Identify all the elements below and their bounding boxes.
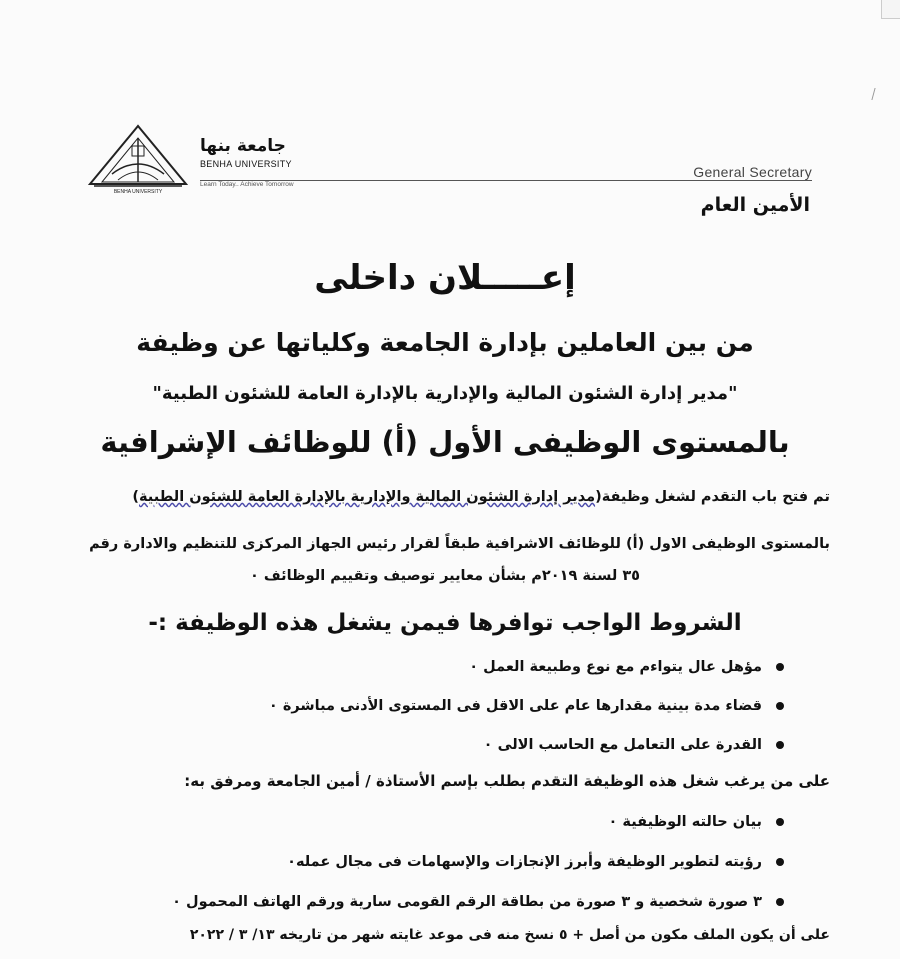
bullet-icon — [776, 898, 784, 906]
university-name-ar: جامعة بنها — [200, 136, 286, 156]
list-item: القدرة على التعامل مع الحاسب الالى ٠ — [60, 735, 784, 755]
list-item: ٣ صورة شخصية و ٣ صورة من بطاقة الرقم القومى سارية ورقم الهاتف المحمول ٠ — [60, 892, 784, 912]
bullet-icon — [776, 702, 784, 710]
application-instructions: على من يرغب شغل هذه الوظيفة التقدم بطلب بإسم الأستاذة / أمين الجامعة ومرفق به: — [184, 772, 830, 790]
decree-paragraph-end: ٣٥ لسنة ٢٠١٩م بشأن معايير توصيف وتقييم الوظائف ٠ — [249, 568, 641, 584]
conditions-heading: الشروط الواجب توافرها فيمن يشغل هذه الوظيفة :- — [148, 610, 742, 636]
svg-text:BENHA UNIVERSITY: BENHA UNIVERSITY — [113, 189, 163, 194]
opening-prefix: تم فتح باب التقدم لشغل وظيفة( — [595, 489, 830, 505]
list-item: رؤيته لتطوير الوظيفة وأبرز الإنجازات والإسهامات فى مجال عمله٠ — [60, 852, 784, 872]
job-level: بالمستوى الوظيفى الأول (أ) للوظائف الإشرافية — [100, 425, 790, 459]
department-ar: الأمين العام — [700, 194, 810, 216]
bullet-icon — [776, 741, 784, 749]
list-item: مؤهل عال يتواءم مع نوع وطبيعة العمل ٠ — [60, 657, 784, 677]
bullet-icon — [776, 663, 784, 671]
logo-caption — [114, 189, 163, 194]
university-name-block — [200, 136, 320, 196]
bullet-icon — [776, 818, 784, 826]
opening-suffix: ) — [132, 489, 139, 505]
attachments-list — [60, 812, 784, 932]
bullet-icon — [776, 858, 784, 866]
list-item: بيان حالته الوظيفية ٠ — [60, 812, 784, 832]
job-title-quote: "مدير إدارة الشئون المالية والإدارية بالإدارة العامة للشئون الطبية" — [152, 383, 738, 404]
opening-paragraph — [60, 486, 830, 508]
page-corner-fold — [881, 0, 900, 19]
decree-paragraph: بالمستوى الوظيفى الاول (أ) للوظائف الاشرافية طبقاً لقرار رئيس الجهاز المركزى للتنظيم والادارة رقم — [89, 536, 830, 552]
university-tagline: Learn Today.. Achieve Tomorrow — [200, 181, 294, 188]
letterhead — [84, 124, 816, 214]
conditions-list — [60, 657, 784, 774]
opening-job-name: مدير إدارة الشئون المالية والإدارية بالإدارة العامة للشئون الطبية — [139, 489, 596, 505]
deadline-paragraph: على أن يكون الملف مكون من أصل + ٥ نسخ منه فى موعد غايته شهر من تاريخه ١٣/ ٣ / ٢٠٢٢ — [189, 927, 830, 943]
announcement-subtitle: من بين العاملين بإدارة الجامعة وكلياتها عن وظيفة — [136, 328, 754, 357]
university-logo — [84, 124, 192, 194]
list-item: قضاء مدة بينية مقدارها عام على الاقل فى المستوى الأدنى مباشرة ٠ — [60, 696, 784, 716]
university-name-en: BENHA UNIVERSITY — [200, 159, 292, 169]
department-en: General Secretary — [693, 164, 812, 180]
pen-mark — [865, 88, 875, 100]
announcement-title: إعـــــلان داخلى — [314, 258, 576, 298]
header-divider — [200, 180, 812, 181]
